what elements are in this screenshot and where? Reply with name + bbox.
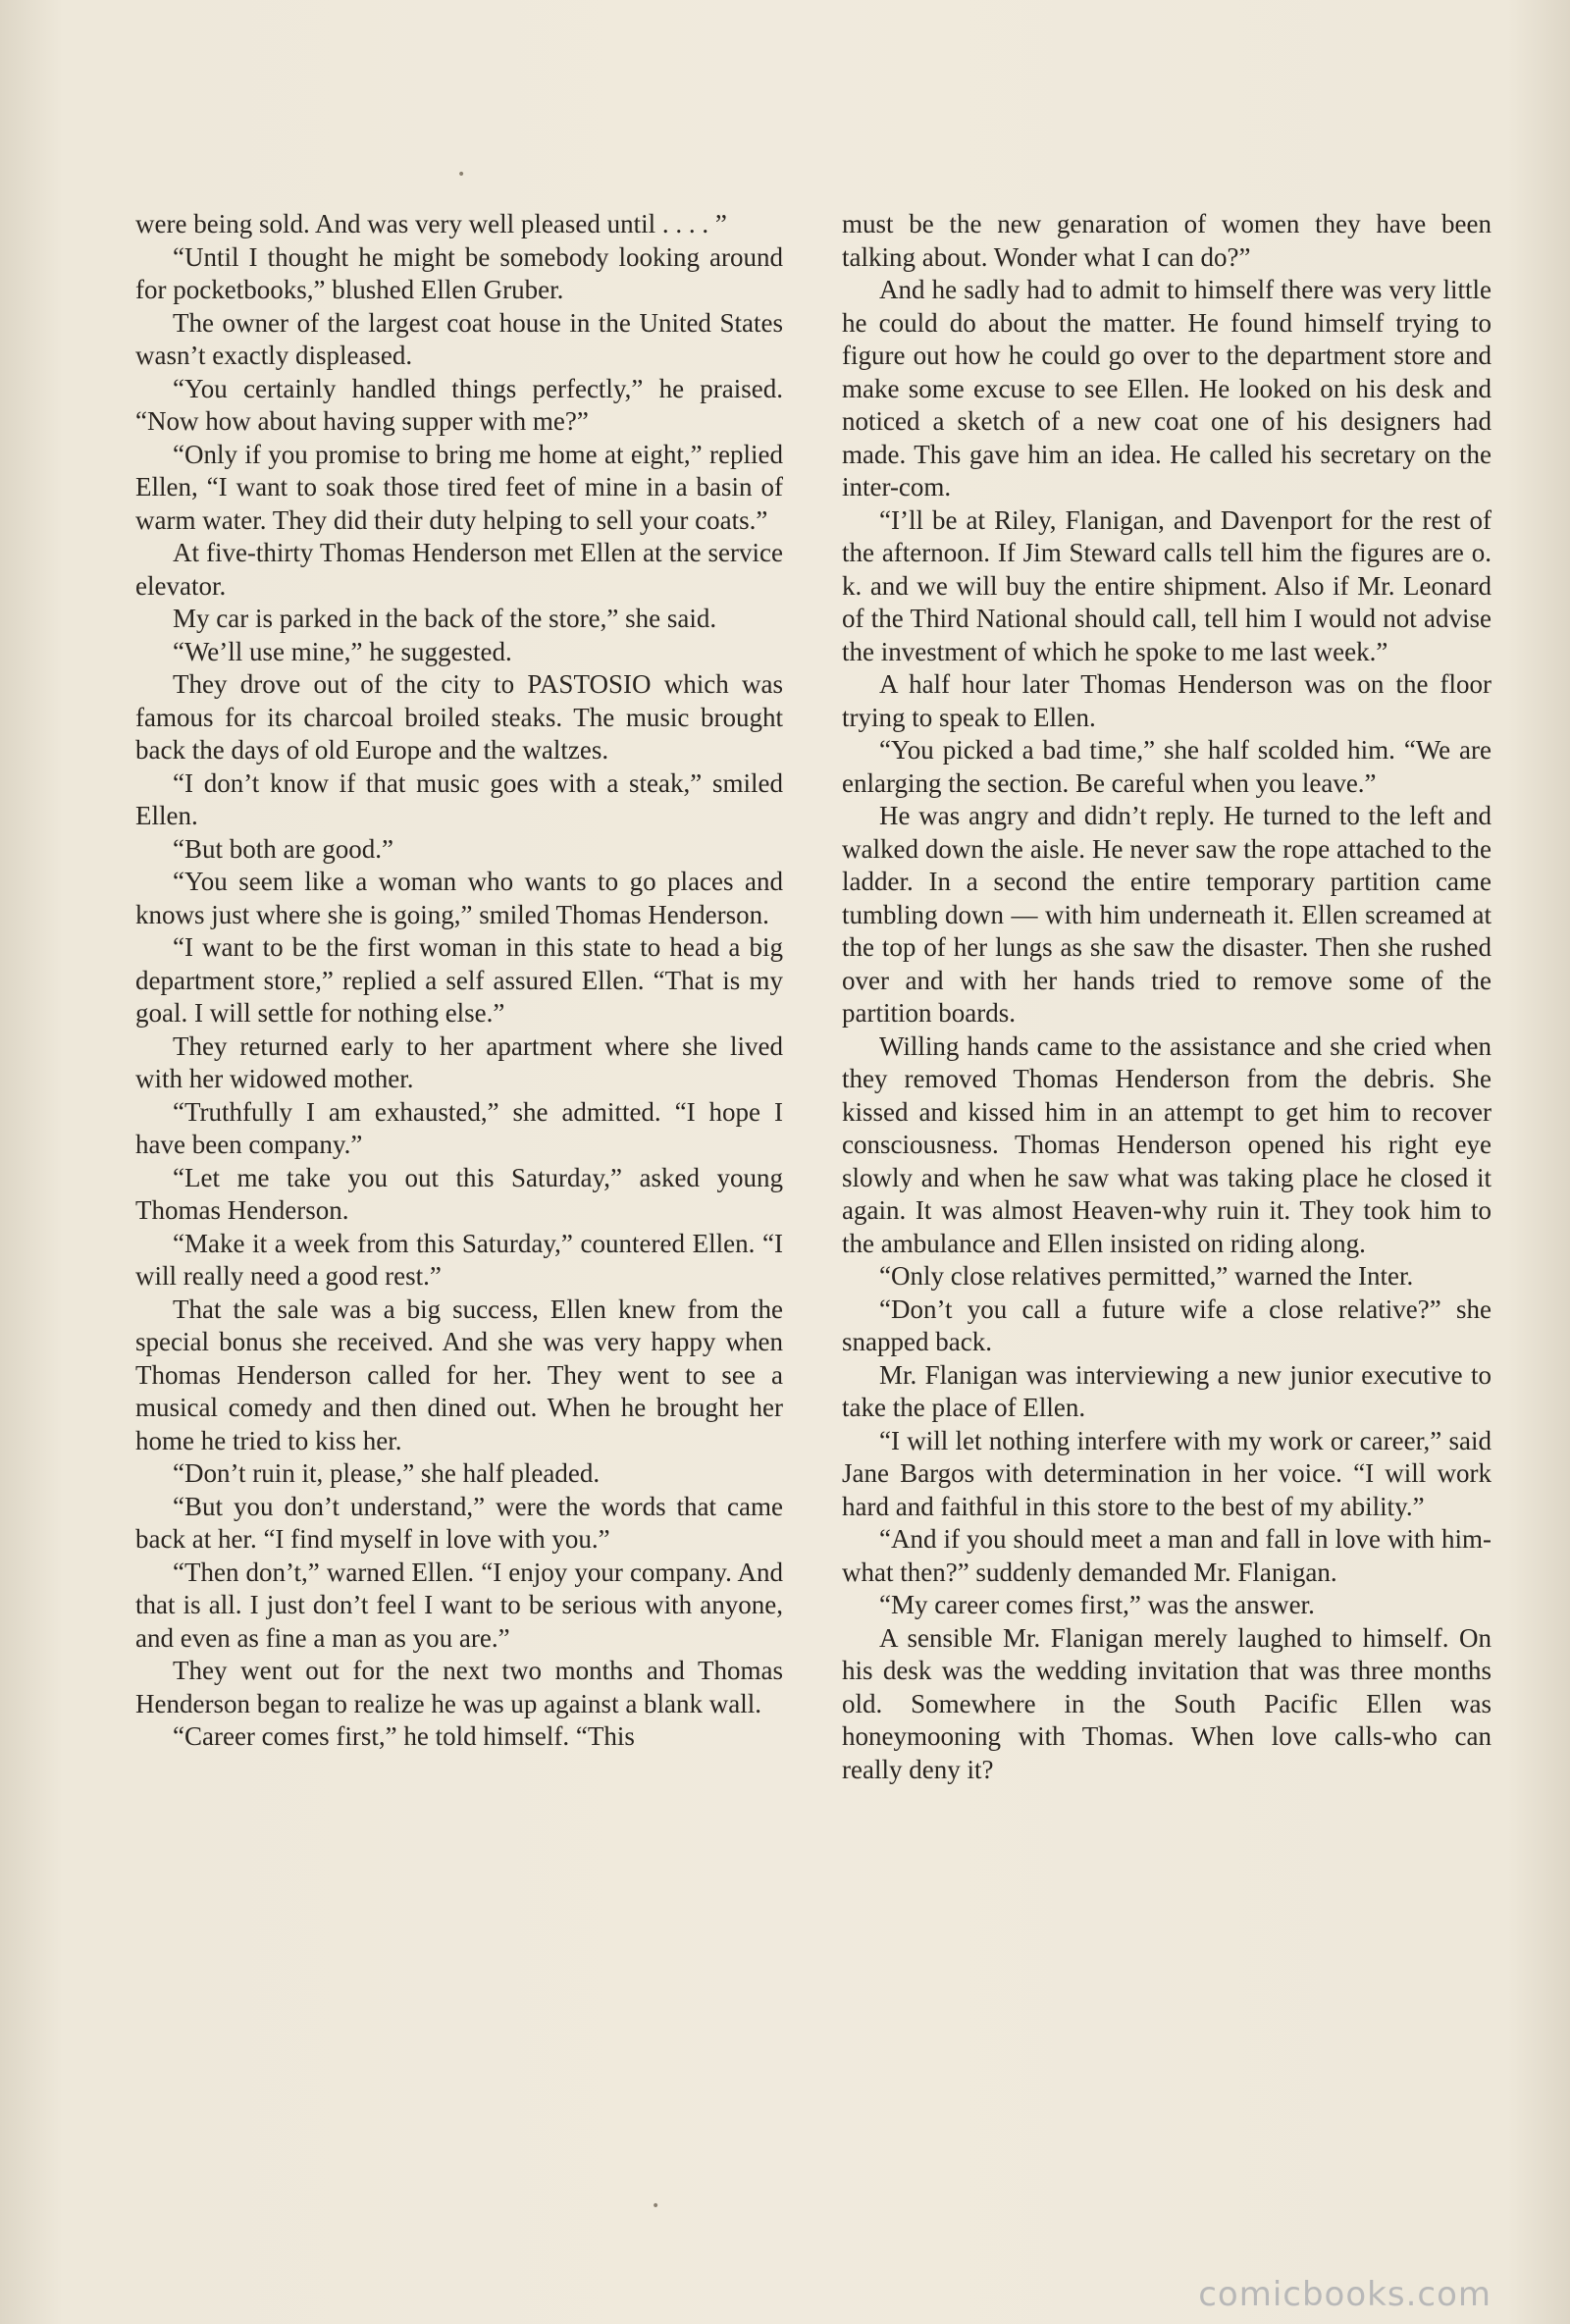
paragraph: “Only close relatives permitted,” warned the Inter. xyxy=(879,1261,1414,1291)
paragraph: “And if you should meet a man and fall in love with him-what then?” suddenly demanded Mr. Flanigan. xyxy=(842,1524,1492,1587)
paragraph: “I’ll be at Riley, Flanigan, and Davenport for the rest of the afternoon. If Jim Steward calls tell him the figures are o. k. and we will buy the entire shipment. Also if Mr. Leonard of the Third National should call, tell him I would not advise the investment of which he spoke to me last week.” xyxy=(842,504,1492,666)
paragraph: That the sale was a big success, Ellen knew from the special bonus she received. And she was very happy when Thomas Henderson called for her. They went to see a musical comedy and then dined out. When he brought her home he tried to kiss her. xyxy=(135,1294,783,1455)
paragraph: “My career comes first,” was the answer. xyxy=(879,1590,1315,1619)
paragraph: He was angry and didn’t reply. He turned to the left and walked down the aisle. He never saw the rope attached to the ladder. In a second the entire temporary partition came tumbling down — with him underneath it. Ellen screamed at the top of her lungs as she saw the disaster. Then she rushed over and with her hands tried to remove some of the partition boards. xyxy=(842,801,1492,1028)
paragraph: “We’ll use mine,” he suggested. xyxy=(173,636,512,666)
paragraph: At five-thirty Thomas Henderson met Ellen at the service elevator. xyxy=(135,538,783,601)
paragraph: “Let me take you out this Saturday,” asked young Thomas Henderson. xyxy=(135,1162,783,1225)
paragraph: “You certainly handled things perfectly,” he praised. “Now how about having supper with me?” xyxy=(135,373,783,436)
paragraph: “You picked a bad time,” she half scolded him. “We are enlarging the section. Be careful when you leave.” xyxy=(842,735,1492,798)
watermark: comicbooks.com xyxy=(1198,2275,1492,2314)
paragraph: “Then don’t,” warned Ellen. “I enjoy your company. And that is all. I just don’t feel I want to be serious with anyone, and even as fine a man as you are.” xyxy=(135,1557,783,1653)
paragraph: “But both are good.” xyxy=(173,833,393,864)
paragraph: “Truthfully I am exhausted,” she admitted. “I hope I have been company.” xyxy=(135,1096,783,1159)
paragraph: And he sadly had to admit to himself there was very little he could do about the matter. He found himself trying to figure out how he could go over to the department store and make some excuse to see Ellen. He looked on his desk and noticed a sketch of a new coat one of his designers had made. This gave him an idea. He called his secretary on the inter-com. xyxy=(842,275,1492,502)
paragraph: “I want to be the first woman in this state to head a big department store,” replied a self assured Ellen. “That is my goal. I will settle for nothing else.” xyxy=(135,932,783,1028)
paragraph: They drove out of the city to PASTOSIO which was famous for its charcoal broiled steaks. The music brought back the days of old Europe and the waltzes. xyxy=(135,669,783,765)
paragraph: The owner of the largest coat house in the United States wasn’t exactly displeased. xyxy=(135,307,783,370)
paragraph: Mr. Flanigan was interviewing a new junior executive to take the place of Ellen. xyxy=(842,1359,1492,1422)
paragraph: “Don’t you call a future wife a close relative?” she snapped back. xyxy=(842,1294,1492,1356)
paragraph: “I will let nothing interfere with my work or career,” said Jane Bargos with determination in her voice. “I will work hard and faithful in this store to the best of my ability.” xyxy=(842,1425,1492,1521)
left-text-column xyxy=(135,208,783,1754)
paragraph: “Only if you promise to bring me home at eight,” replied Ellen, “I want to soak those tired feet of mine in a basin of warm water. They did their duty helping to sell your coats.” xyxy=(135,439,783,535)
paragraph: They returned early to her apartment where she lived with her widowed mother. xyxy=(135,1030,783,1093)
paragraph: “I don’t know if that music goes with a steak,” smiled Ellen. xyxy=(135,767,783,830)
paragraph: “Career comes first,” he told himself. “This xyxy=(173,1721,635,1751)
paragraph: My car is parked in the back of the store,” she said. xyxy=(173,604,717,633)
paragraph: Willing hands came to the assistance and she cried when they removed Thomas Henderson from the debris. She kissed and kissed him in an attempt to get him to recover consciousness. Thomas Henderson opened his right eye slowly and when he saw what was taking place he closed it again. It was almost Heaven-why ruin it. They took him to the ambulance and Ellen insisted on riding along. xyxy=(842,1030,1492,1258)
paragraph: A sensible Mr. Flanigan merely laughed to himself. On his desk was the wedding invitation that was three months old. Somewhere in the South Pacific Ellen was honeymooning with Thomas. When love calls-who can really deny it? xyxy=(842,1622,1492,1784)
paragraph: They went out for the next two months and Thomas Henderson began to realize he was up against a blank wall. xyxy=(135,1656,783,1718)
paragraph: “You seem like a woman who wants to go places and knows just where she is going,” smiled Thomas Henderson. xyxy=(135,867,783,929)
paragraph: “Until I thought he might be somebody looking around for pocketbooks,” blushed Ellen Gruber. xyxy=(135,241,783,304)
paragraph: were being sold. And was very well pleased until . . . . ” xyxy=(135,209,727,238)
paragraph: must be the new genaration of women they have been talking about. Wonder what I can do?” xyxy=(842,209,1492,272)
right-text-column xyxy=(842,208,1492,1786)
paragraph: “Don’t ruin it, please,” she half pleaded. xyxy=(173,1458,601,1488)
paragraph: “Make it a week from this Saturday,” countered Ellen. “I will really need a good rest.” xyxy=(135,1228,783,1291)
paragraph: A half hour later Thomas Henderson was on the floor trying to speak to Ellen. xyxy=(842,669,1492,732)
page-speck: • xyxy=(457,167,466,183)
paragraph: “But you don’t understand,” were the words that came back at her. “I find myself in love with you.” xyxy=(135,1491,783,1554)
page-speck: • xyxy=(652,2198,660,2214)
